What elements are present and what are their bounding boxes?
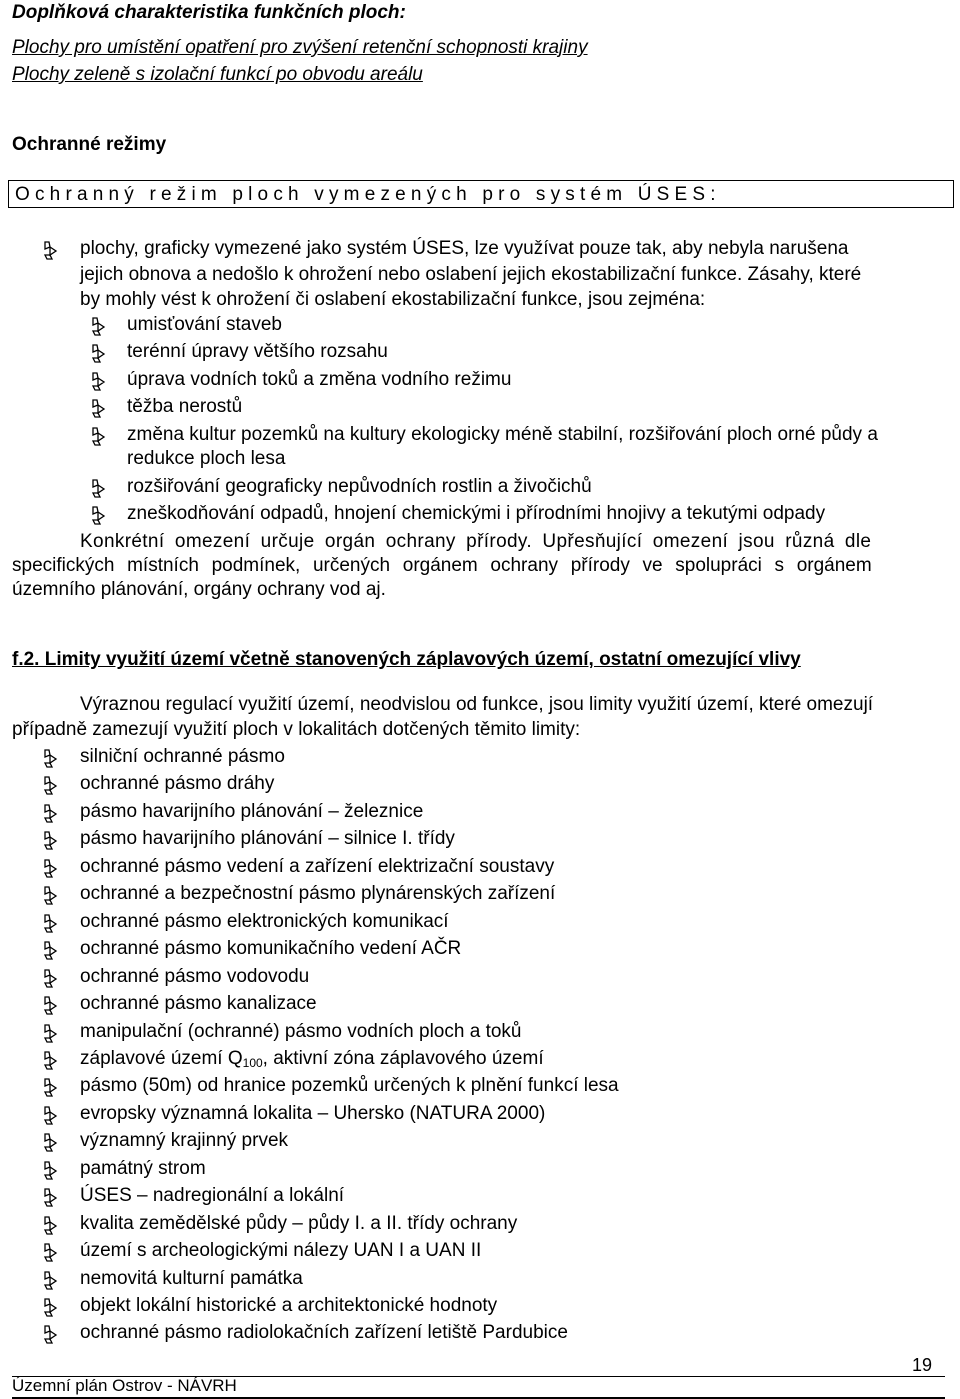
uses-intro-line1: plochy, graficky vymezené jako systém ÚSES, lze využívat pouze tak, aby nebyla narušena [80,238,849,259]
checkmark-bullet-icon [44,858,59,878]
checkmark-bullet-icon [44,913,59,933]
limits-item: památný strom [80,1158,206,1179]
limits-item: pásmo havarijního plánování – silnice I. třídy [80,828,455,849]
limits-item: manipulační (ochranné) pásmo vodních ploch a toků [80,1021,522,1042]
link-retention-areas[interactable]: Plochy pro umístění opatření pro zvýšení retenční schopnosti krajiny [12,37,588,58]
limits-intro-line2: případně zamezují využití ploch v lokalitách dotčených těmito limity: [12,719,581,740]
uses-intro-line3: by mohly vést k ohrožení či oslabení ekostabilizační funkce, jsou zejména: [80,289,706,310]
uses-item: umisťování staveb [127,314,282,335]
limits-item: ochranné a bezpečnostní pásmo plynárenských zařízení [80,883,556,904]
checkmark-bullet-icon [92,478,107,498]
limits-item: ochranné pásmo komunikačního vedení AČR [80,938,462,959]
q-subscript: 100 [242,1056,263,1070]
checkmark-bullet-icon [92,398,107,418]
limits-item: nemovitá kulturní památka [80,1268,303,1289]
checkmark-bullet-icon [44,1105,59,1125]
limits-item: pásmo (50m) od hranice pozemků určených k plnění funkcí lesa [80,1075,619,1096]
limits-item: objekt lokální historické a architektonické hodnoty [80,1295,498,1316]
uses-item: zneškodňování odpadů, hnojení chemickými i přírodními hnojivy a tekutými odpady [127,503,826,524]
limits-item: ochranné pásmo vedení a zařízení elektrizační soustavy [80,856,555,877]
checkmark-bullet-icon [44,1132,59,1152]
checkmark-bullet-icon [44,1270,59,1290]
checkmark-bullet-icon [44,803,59,823]
checkmark-bullet-icon [44,830,59,850]
checkmark-bullet-icon [44,1077,59,1097]
checkmark-bullet-icon [44,885,59,905]
doc-heading: Doplňková charakteristika funkčních ploch: [12,2,406,23]
limits-item: ochranné pásmo elektronických komunikací [80,911,449,932]
checkmark-bullet-icon [44,1050,59,1070]
uses-outro-line2: specifických místních podmínek, určených orgánem ochrany přírody ve spolupráci s orgánem [12,555,872,576]
checkmark-bullet-icon [44,748,59,768]
limits-item: evropsky významná lokalita – Uhersko (NATURA 2000) [80,1103,546,1124]
limits-intro-line1: Výraznou regulací využití území, neodvislou od funkce, jsou limity využití území, které omezují [80,694,874,715]
limits-item: pásmo havarijního plánování – železnice [80,801,424,822]
checkmark-bullet-icon [92,316,107,336]
limits-item: území s archeologickými nálezy UAN I a UAN II [80,1240,482,1261]
uses-regime-box [8,180,954,208]
checkmark-bullet-icon [92,505,107,525]
uses-regime-label: Ochranný režim ploch vymezených pro systém ÚSES: [15,184,721,205]
limits-item: záplavové území $Q_{100}$, aktivní zóna záplavového území [80,1048,544,1070]
uses-item: úprava vodních toků a změna vodního režimu [127,369,512,390]
uses-outro-line1: Konkrétní omezení určuje orgán ochrany přírody. Upřesňující omezení jsou různá dle [80,531,872,552]
link-isolation-greenery[interactable]: Plochy zeleně s izolační funkcí po obvodu areálu [12,64,423,85]
limits-item: ochranné pásmo vodovodu [80,966,310,987]
checkmark-bullet-icon [92,426,107,446]
uses-outro-line3: územního plánování, orgány ochrany vod aj. [12,579,386,600]
checkmark-bullet-icon [44,1215,59,1235]
q-suffix: , aktivní zóna záplavového území [262,1048,544,1069]
protective-regimes-heading: Ochranné režimy [12,134,167,155]
limits-item: ochranné pásmo radiolokačních zařízení letiště Pardubice [80,1322,568,1343]
checkmark-bullet-icon [44,1242,59,1262]
footer-doc-title: Územní plán Ostrov - NÁVRH [12,1376,237,1395]
limits-item: kvalita zemědělské půdy – půdy I. a II. třídy ochrany [80,1213,518,1234]
limits-item: silniční ochranné pásmo [80,746,285,767]
limits-item: ÚSES – nadregionální a lokální [80,1185,345,1206]
checkmark-bullet-icon [44,1187,59,1207]
checkmark-bullet-icon [44,775,59,795]
checkmark-bullet-icon [44,940,59,960]
checkmark-bullet-icon [44,1160,59,1180]
checkmark-bullet-icon [92,371,107,391]
uses-item: rozšiřování geograficky nepůvodních rostlin a živočichů [127,476,592,497]
uses-intro-line2: jejich obnova a nedošlo k ohrožení nebo oslabení jejich ekostabilizační funkce. Zásahy, které [80,264,862,285]
checkmark-bullet-icon [44,968,59,988]
checkmark-bullet-icon [44,1023,59,1043]
checkmark-bullet-icon [44,240,59,260]
uses-item: změna kultur pozemků na kultury ekologicky méně stabilní, rozšiřování ploch orné půdy a [127,424,878,445]
limits-item: významný krajinný prvek [80,1130,289,1151]
checkmark-bullet-icon [44,995,59,1015]
section-f2-title: f.2. Limity využití území včetně stanovených záplavových území, ostatní omezující vlivy [12,649,801,670]
uses-item: těžba nerostů [127,396,243,417]
limits-item: ochranné pásmo dráhy [80,773,275,794]
checkmark-bullet-icon [44,1324,59,1344]
uses-item-continuation: redukce ploch lesa [127,448,286,469]
checkmark-bullet-icon [92,343,107,363]
uses-item: terénní úpravy většího rozsahu [127,341,388,362]
page-number: 19 [912,1355,933,1375]
limits-item: ochranné pásmo kanalizace [80,993,317,1014]
checkmark-bullet-icon [44,1297,59,1317]
